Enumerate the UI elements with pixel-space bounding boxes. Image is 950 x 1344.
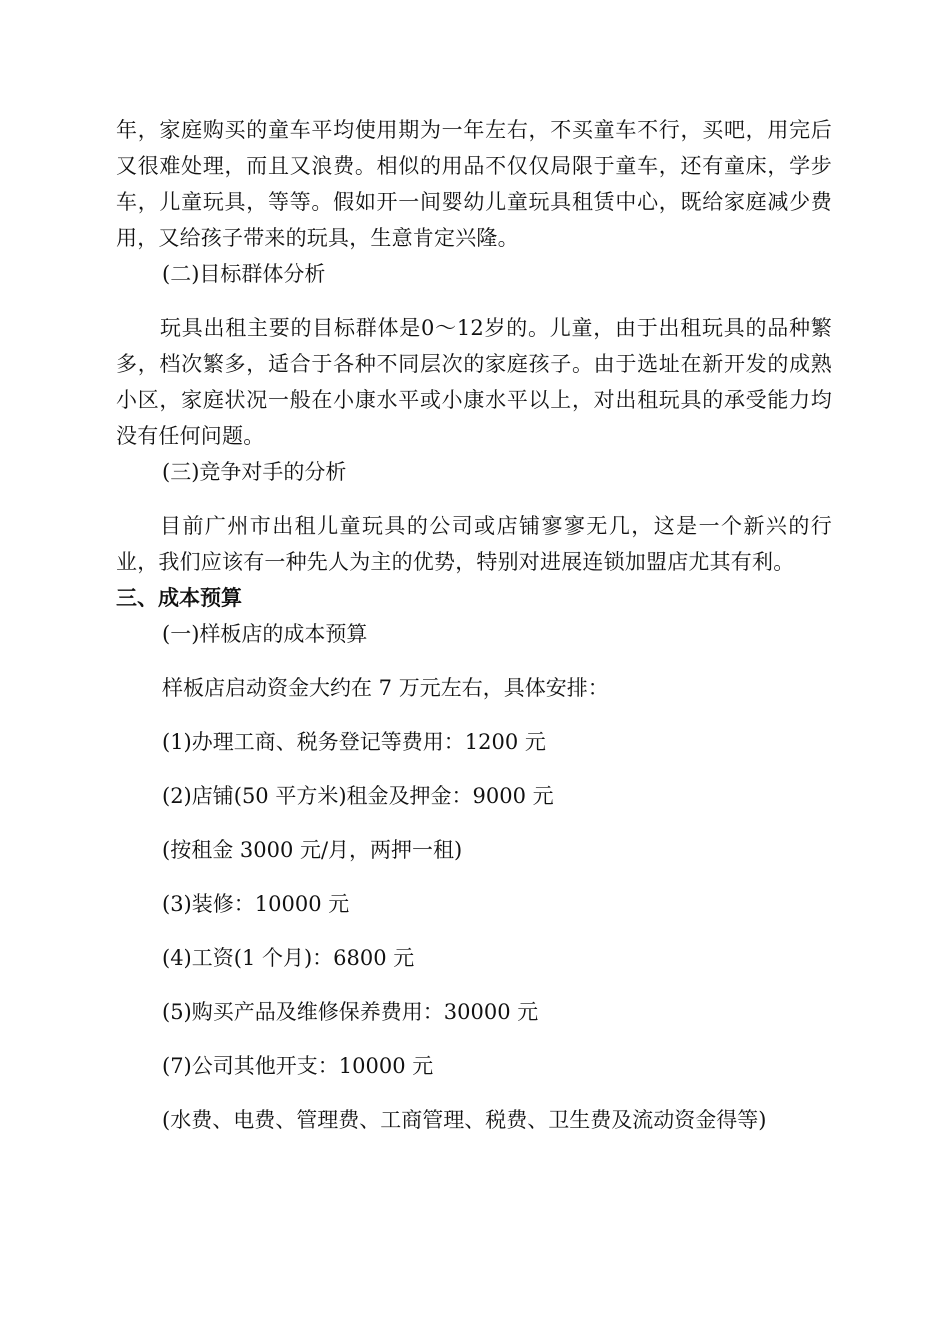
section-title-cost-budget: 三、成本预算 (116, 586, 242, 610)
budget-intro: 样板店启动资金大约在 7 万元左右，具体安排： (162, 676, 609, 700)
budget-item-wages: (4)工资(1 个月)：6800 元 (162, 946, 415, 970)
subheading-competitor-analysis: (三)竞争对手的分析 (162, 460, 347, 484)
budget-item-products: (5)购买产品及维修保养费用：30000 元 (162, 1000, 539, 1024)
budget-item-decoration: (3)装修：10000 元 (162, 892, 350, 916)
budget-item-rent-note: (按租金 3000 元/月，两押一租) (162, 838, 463, 862)
subheading-sample-store-budget: (一)样板店的成本预算 (162, 622, 368, 646)
budget-item-rent: (2)店铺(50 平方米)租金及押金：9000 元 (162, 784, 554, 808)
budget-item-other-expenses-note: (水费、电费、管理费、工商管理、税费、卫生费及流动资金得等) (162, 1108, 767, 1132)
paragraph-market-background: 年，家庭购买的童车平均使用期为一年左右，不买童车不行，买吧，用完后又很难处理，而且又浪费。相似的用品不仅仅局限于童车，还有童床，学步车，儿童玩具，等等。假如开一间婴幼儿童玩具租赁中心，既给家庭减少费用，又给孩子带来的玩具，生意肯定兴隆。 (116, 118, 832, 250)
paragraph-competitor-analysis: 目前广州市出租儿童玩具的公司或店铺寥寥无几，这是一个新兴的行业，我们应该有一种先人为主的优势，特别对进展连锁加盟店尤其有利。 (116, 514, 832, 574)
budget-item-registration: (1)办理工商、税务登记等费用：1200 元 (162, 730, 546, 754)
subheading-target-group: (二)目标群体分析 (162, 262, 326, 286)
budget-item-other-expenses: (7)公司其他开支：10000 元 (162, 1054, 434, 1078)
paragraph-target-group: 玩具出租主要的目标群体是0～12岁的。儿童，由于出租玩具的品种繁多，档次繁多，适合于各种不同层次的家庭孩子。由于选址在新开发的成熟小区，家庭状况一般在小康水平或小康水平以上，对出租玩具的承受能力均没有任何问题。 (116, 316, 832, 448)
